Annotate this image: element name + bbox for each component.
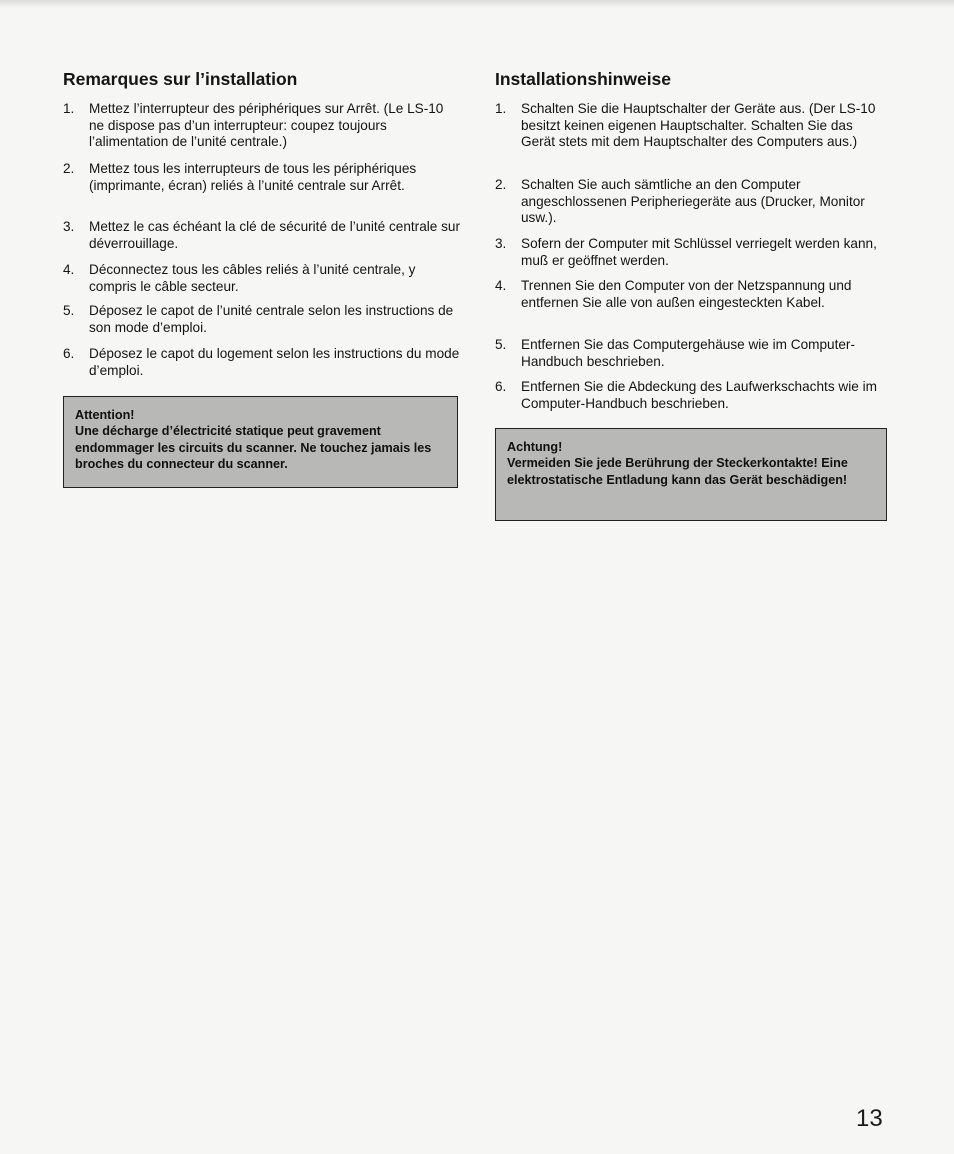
step-text: Déposez le capot du logement selon les instructions du mode d’emploi. [89, 346, 460, 378]
french-step-1 [63, 101, 461, 151]
step-number: 5. [63, 303, 75, 318]
step-number: 3. [495, 236, 507, 251]
warning-body: Vermeiden Sie jede Berührung der Steckerkontakte! Eine elektrostatische Entladung kann das Gerät beschädigen! [507, 456, 848, 487]
step-number: 2. [495, 177, 507, 192]
step-number: 3. [63, 219, 75, 234]
german-warning-box [495, 428, 887, 521]
french-step-5 [63, 303, 461, 336]
step-text: Déposez le capot de l’unité centrale selon les instructions de son mode d’emploi. [89, 303, 454, 335]
french-heading: Remarques sur l’installation [63, 69, 298, 89]
french-step-6 [63, 346, 461, 379]
step-number: 1. [63, 101, 75, 116]
german-step-6 [495, 379, 887, 412]
step-text: Entfernen Sie das Computergehäuse wie im Computer-Handbuch beschrieben. [521, 337, 855, 369]
french-step-3 [63, 219, 461, 252]
page-top-edge [0, 0, 954, 8]
step-number: 2. [63, 161, 75, 176]
step-text: Schalten Sie die Hauptschalter der Geräte aus. (Der LS-10 besitzt keinen eigenen Hauptschalter. Schalten Sie das Gerät stets mit dem Hauptschalter des Computers aus.) [521, 101, 876, 150]
german-step-1 [495, 101, 887, 151]
step-text: Schalten Sie auch sämtliche an den Computer angeschlossenen Peripheriegeräte aus (Drucker, Monitor usw.). [521, 177, 865, 226]
german-step-2 [495, 177, 887, 227]
step-text: Déconnectez tous les câbles reliés à l’unité centrale, y compris le câble secteur. [89, 262, 416, 294]
step-text: Mettez le cas échéant la clé de sécurité de l’unité centrale sur déverrouillage. [89, 219, 461, 251]
german-step-4 [495, 278, 887, 311]
german-step-5 [495, 337, 887, 370]
step-number: 1. [495, 101, 507, 116]
step-text: Entfernen Sie die Abdeckung des Laufwerkschachts wie im Computer-Handbuch beschrieben. [521, 379, 877, 411]
french-step-4 [63, 262, 461, 295]
step-number: 4. [495, 278, 507, 293]
french-step-2 [63, 161, 461, 194]
page-number: 13 [856, 1105, 883, 1132]
step-text: Sofern der Computer mit Schlüssel verriegelt werden kann, muß er geöffnet werden. [521, 236, 877, 268]
step-number: 4. [63, 262, 75, 277]
german-heading: Installationshinweise [495, 69, 672, 89]
warning-title: Achtung! [507, 440, 563, 454]
warning-body: Une décharge d’électricité statique peut gravement endommager les circuits du scanner. Ne touchez jamais les broches du connecteur du scanner. [75, 424, 432, 472]
german-step-3 [495, 236, 887, 269]
step-text: Mettez tous les interrupteurs de tous les périphériques (imprimante, écran) reliés à l’unité centrale sur Arrêt. [89, 161, 417, 193]
french-warning-box [63, 396, 458, 488]
step-number: 6. [495, 379, 507, 394]
step-number: 6. [63, 346, 75, 361]
step-number: 5. [495, 337, 507, 352]
step-text: Mettez l’interrupteur des périphériques sur Arrêt. (Le LS-10 ne dispose pas d’un interrupteur: coupez toujours l’alimentation de l’unité centrale.) [89, 101, 444, 150]
warning-title: Attention! [75, 408, 135, 422]
step-text: Trennen Sie den Computer von der Netzspannung und entfernen Sie alle von außen eingesteckten Kabel. [521, 278, 852, 310]
